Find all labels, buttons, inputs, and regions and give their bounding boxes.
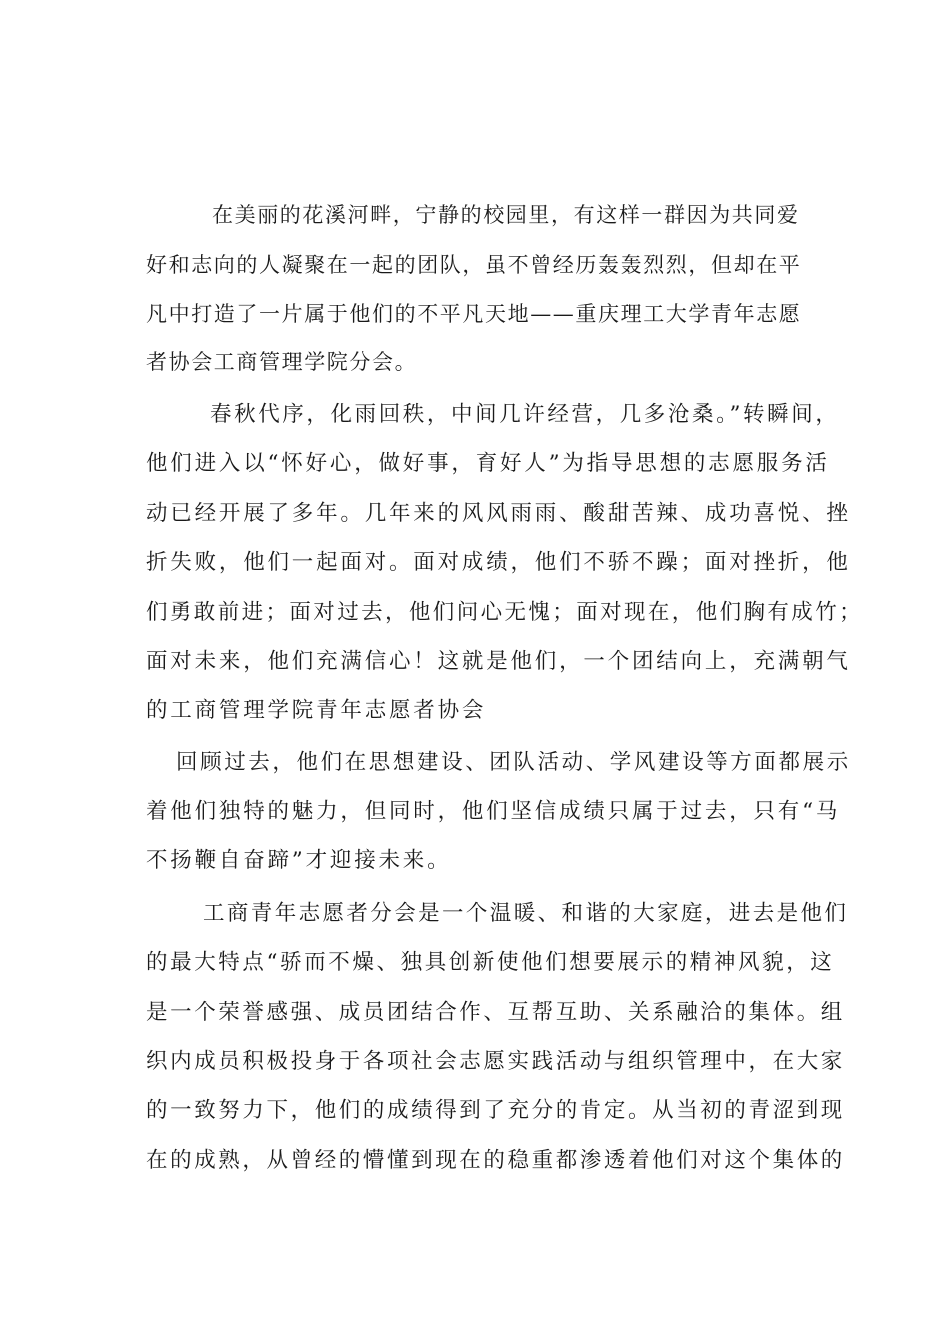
paragraph-1-line-2: 好和志向的人凝聚在一起的团队，虽不曾经历轰轰烈烈，但却在平 (146, 253, 802, 277)
paragraph-3-line-1: 回顾过去，他们在思想建设、团队活动、学风建设等方面都展示 (176, 750, 851, 775)
paragraph-4-line-1: 工商青年志愿者分会是一个温暖、和谐的大家庭，进去是他们 (203, 901, 849, 926)
paragraph-2-line-1: 春秋代序，化雨回秩，中间几许经营，几多沧桑。”转瞬间， (210, 402, 840, 427)
paragraph-3-line-2: 着他们独特的魅力，但同时，他们坚信成绩只属于过去，只有“马 (146, 799, 841, 824)
paragraph-4-line-2: 的最大特点“骄而不燥、独具创新使他们想要展示的精神风貌，这 (146, 950, 835, 975)
paragraph-2-line-3: 动已经开展了多年。几年来的风风雨雨、酸甜苦辣、成功喜悦、挫 (146, 501, 851, 526)
paragraph-4-line-5: 的一致努力下，他们的成绩得到了充分的肯定。从当初的青涩到现 (146, 1098, 845, 1123)
paragraph-2-line-5: 们勇敢前进；面对过去，他们问心无愧；面对现在，他们胸有成竹； (146, 600, 864, 625)
paragraph-4-line-4: 织内成员积极投身于各项社会志愿实践活动与组织管理中，在大家 (146, 1049, 845, 1074)
paragraph-2-line-4: 折失败，他们一起面对。面对成绩，他们不骄不躁；面对挫折，他 (146, 550, 851, 575)
paragraph-1-line-3: 凡中打造了一片属于他们的不平凡天地——重庆理工大学青年志愿 (146, 302, 802, 326)
paragraph-2-line-6: 面对未来，他们充满信心！这就是他们，一个团结向上，充满朝气 (146, 649, 851, 674)
paragraph-4-line-3: 是一个荣誉感强、成员团结合作、互帮互助、关系融洽的集体。组 (146, 1000, 845, 1025)
paragraph-1-line-4: 者协会工商管理学院分会。 (146, 350, 418, 374)
paragraph-4-line-6: 在的成熟，从曾经的懵懂到现在的稳重都渗透着他们对这个集体的 (146, 1148, 845, 1173)
paragraph-2-line-7: 的工商管理学院青年志愿者协会 (146, 698, 487, 723)
paragraph-1-line-1: 在美丽的花溪河畔，宁静的校园里，有这样一群因为共同爱 (212, 203, 800, 227)
paragraph-2-line-2: 他们进入以“怀好心，做好事，育好人”为指导思想的志愿服务活 (146, 451, 830, 476)
paragraph-3-line-3: 不扬鞭自奋蹄”才迎接未来。 (146, 848, 452, 873)
